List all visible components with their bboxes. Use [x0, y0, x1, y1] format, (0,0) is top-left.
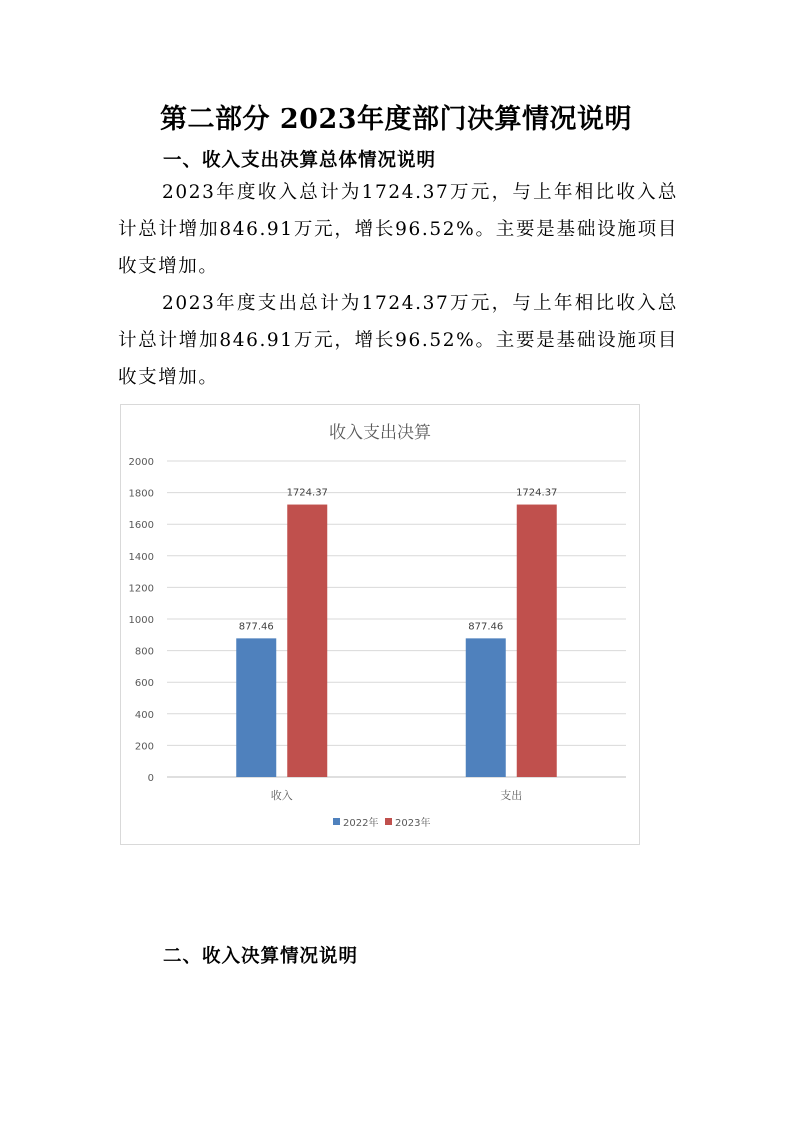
legend-swatch: [333, 818, 340, 825]
x-tick-label: 收入: [270, 789, 293, 802]
data-label: 1724.37: [516, 487, 558, 499]
legend-label: 2023年: [395, 818, 431, 829]
y-tick-label: 1000: [128, 615, 154, 626]
chart-canvas: [121, 405, 639, 844]
income-expenditure-chart: [120, 404, 640, 845]
y-tick-label: 1200: [128, 583, 154, 595]
section-heading-income: 二、收入决算情况说明: [163, 946, 359, 967]
bar: [466, 638, 506, 777]
y-tick-label: 1600: [128, 520, 154, 532]
paragraph-expenditure: 2023年度支出总计为1724.37万元，与上年相比收入总计总计增加846.91万元，增长96.52%。主要是基础设施项目收支增加。: [118, 293, 678, 388]
bar: [287, 505, 327, 777]
y-tick-label: 600: [134, 678, 154, 690]
bar: [236, 638, 276, 777]
data-label: 877.46: [238, 621, 274, 633]
paragraph-income: 2023年度收入总计为1724.37万元，与上年相比收入总计总计增加846.91万元，增长96.52%。主要是基础设施项目收支增加。: [118, 182, 678, 277]
legend-swatch: [385, 818, 392, 825]
y-tick-label: 2000: [128, 457, 154, 468]
legend-label: 2022年: [343, 818, 379, 829]
data-label: 877.46: [468, 621, 504, 633]
y-tick-label: 1800: [128, 488, 154, 500]
y-tick-label: 800: [134, 646, 154, 658]
y-tick-label: 200: [134, 741, 154, 753]
section-heading-overview: 一、收入支出决算总体情况说明: [163, 150, 437, 171]
data-label: 1724.37: [286, 487, 328, 499]
chart-title: 收入支出决算: [329, 423, 431, 443]
y-tick-label: 400: [134, 709, 154, 721]
page-title: 第二部分 2023年度部门决算情况说明: [159, 104, 633, 135]
y-tick-label: 0: [147, 773, 154, 784]
y-tick-label: 1400: [128, 551, 154, 563]
x-tick-label: 支出: [500, 789, 523, 802]
bar: [517, 505, 557, 777]
